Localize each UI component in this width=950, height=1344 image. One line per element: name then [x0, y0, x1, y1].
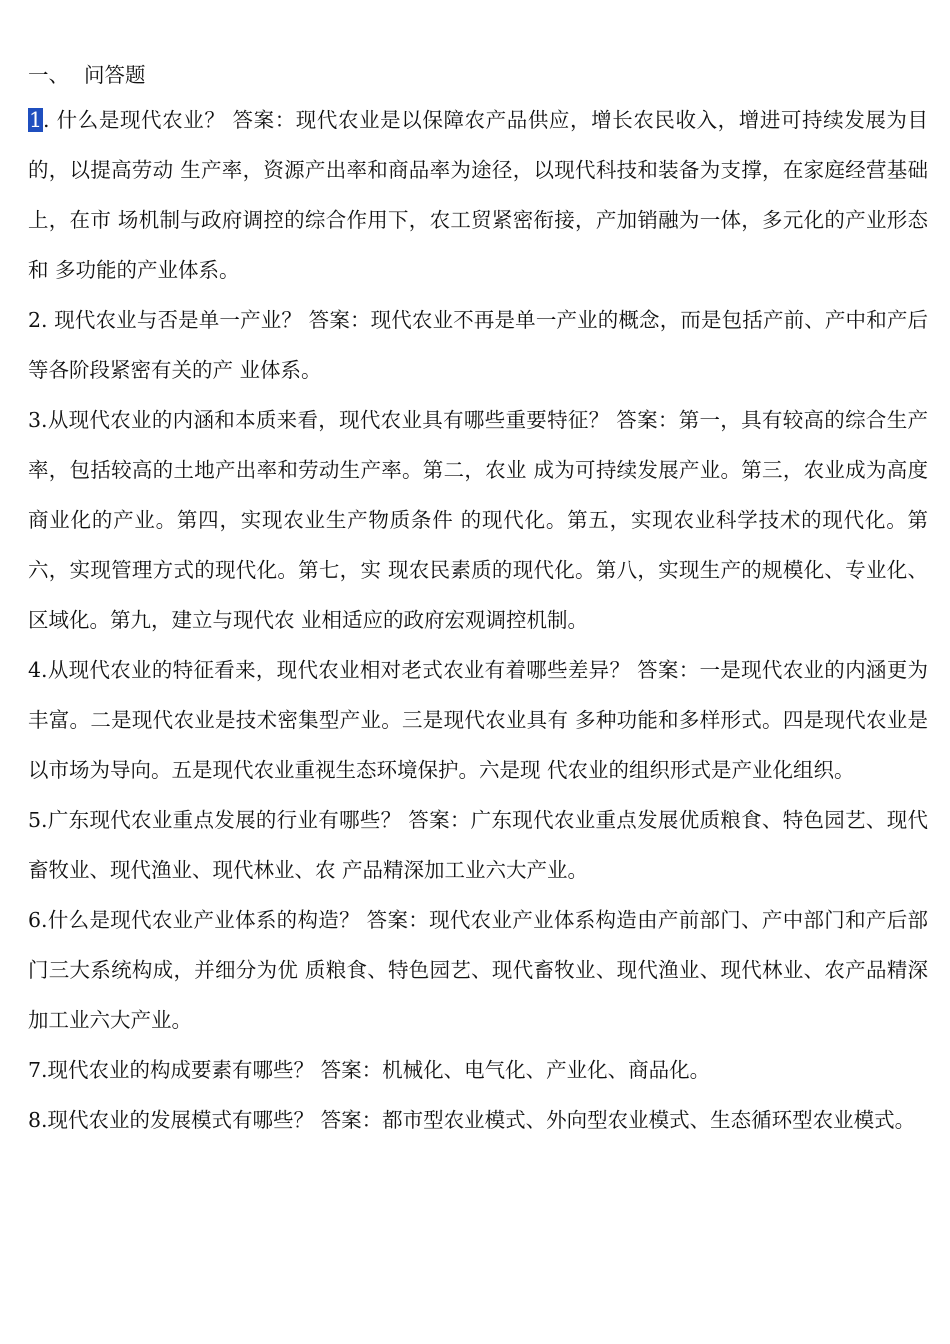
qa-item-8: 8.现代农业的发展模式有哪些？ 答案：都市型农业模式、外向型农业模式、生态循环型农业模式。: [28, 1108, 916, 1132]
qa-item-4: 4.从现代农业的特征看来，现代农业相对老式农业有着哪些差异？ 答案：一是现代农业的内涵更为丰富。二是现代农业是技术密集型产业。三是现代农业具有 多种功能和多样形式。四是现代农业是以市场为导向。五是现代农业重视生态环境保护。六是现 代农业的组织形式是产业化组织。: [28, 658, 928, 782]
section-heading: [28, 58, 928, 92]
section-number: 一、: [28, 63, 69, 87]
qa-item-2: 2. 现代农业与否是单一产业？ 答案：现代农业不再是单一产业的概念，而是包括产前、产中和产后等各阶段紧密有关的产 业体系。: [28, 308, 928, 382]
section-title: 问答题: [84, 63, 146, 87]
qa-item-1: [28, 95, 928, 295]
text-cursor-selection: 1: [29, 108, 43, 132]
qa-item-6: 6.什么是现代农业产业体系的构造？ 答案：现代农业产业体系构造由产前部门、产中部门和产后部门三大系统构成，并细分为优 质粮食、特色园艺、现代畜牧业、现代渔业、现代林业、农产品精深加工业六大产业。: [28, 908, 928, 1032]
qa-item-7: 7.现代农业的构成要素有哪些？ 答案：机械化、电气化、产业化、商品化。: [28, 1058, 711, 1082]
qa-item-1-text: . 什么是现代农业？ 答案：现代农业是以保障农产品供应，增长农民收入，增进可持续发展为目的，以提高劳动 生产率，资源产出率和商品率为途径，以现代科技和装备为支撑，在家庭经营基础上，在市 场机制与政府调控的综合作用下，农工贸紧密衔接，产加销融为一体，多元化的产业形态和 多功能的产业体系。: [28, 108, 928, 282]
qa-item-5: 5.广东现代农业重点发展的行业有哪些？ 答案：广东现代农业重点发展优质粮食、特色园艺、现代畜牧业、现代渔业、现代林业、农 产品精深加工业六大产业。: [28, 808, 928, 882]
qa-item-3: 3.从现代农业的内涵和本质来看，现代农业具有哪些重要特征？ 答案：第一，具有较高的综合生产率，包括较高的土地产出率和劳动生产率。第二，农业 成为可持续发展产业。第三，农业成为高度商业化的产业。第四，实现农业生产物质条件 的现代化。第五，实现农业科学技术的现代化。第六，实现管理方式的现代化。第七，实 现农民素质的现代化。第八，实现生产的规模化、专业化、区域化。第九，建立与现代农 业相适应的政府宏观调控机制。: [28, 408, 928, 632]
